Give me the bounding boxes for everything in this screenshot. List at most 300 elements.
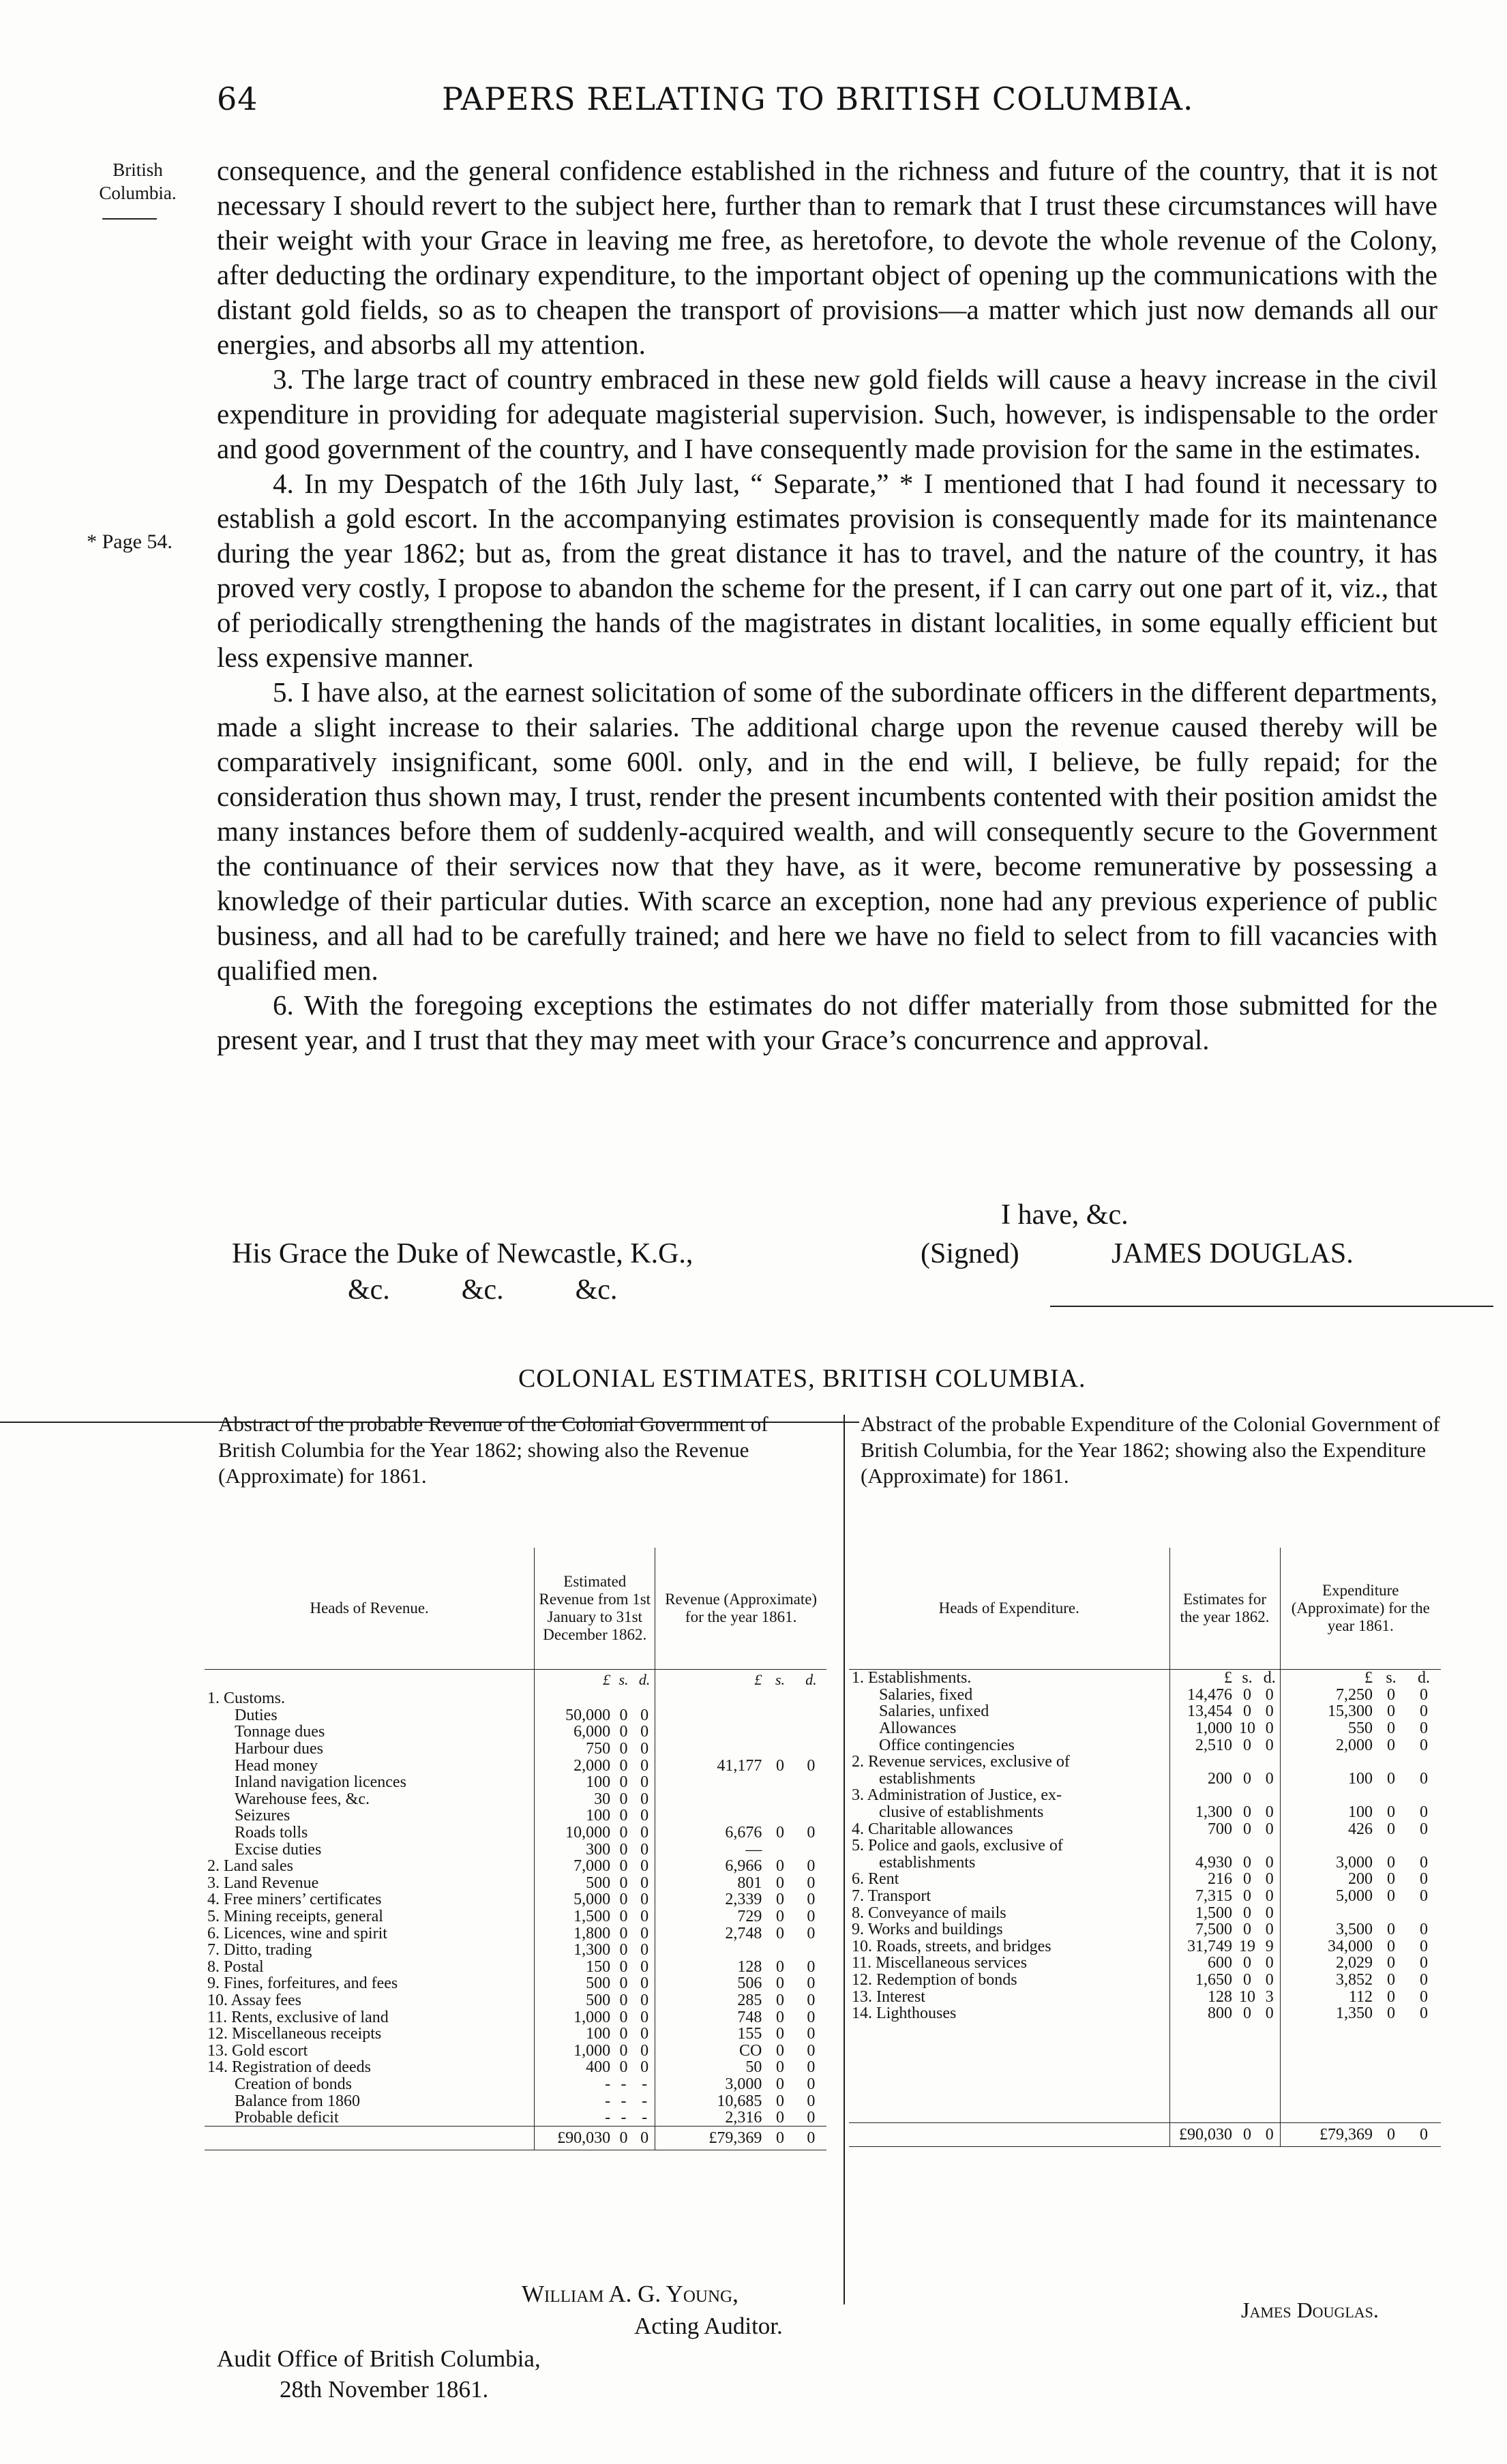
table-row [849, 1703, 1441, 1720]
cell-est-pence: 0 [1265, 1736, 1274, 1754]
cell-est-pounds: 30 [535, 1791, 613, 1808]
cell-prev-pence: 0 [807, 2109, 816, 2127]
cell-est-pence: 3 [1265, 1987, 1274, 2006]
cell-prev-pounds: 100 [1280, 1804, 1375, 1821]
cell-prev-shillings: 0 [776, 2075, 785, 2093]
cell-est-shillings: 0 [619, 1957, 628, 1976]
cell-prev-pounds: 2,339 [655, 1891, 765, 1908]
cell-prev-pounds [655, 1741, 765, 1758]
header-revenue-1861: Revenue (Approximate) for the year 1861. [655, 1548, 826, 1670]
cell-prev-pence: 0 [807, 1756, 816, 1775]
cell-prev-shillings: 0 [1387, 1803, 1395, 1822]
cell-est-pounds [1169, 2089, 1235, 2106]
table-row [849, 1955, 1441, 1972]
cell-prev-shillings: 0 [776, 1874, 785, 1892]
paragraph-4: 4. In my Despatch of the 16th July last, “ Separate,” * I mentioned that I had found it necessary to establish a gold escort. In the accompanying estimates provision is consequently made for its maintenance during the year 1862; but as, from the great distance it has to travel, and the nature of the country, it has proved very costly, I propose to abandon the scheme for the present, if I can carry out one part of it, viz., that of periodically strengthening the hands of the magistrates in distant localities, in some equally efficient but less expensive manner. [217, 468, 1437, 673]
cell-prev-shillings: 0 [1387, 1820, 1395, 1838]
cell-est-pounds: 100 [535, 1807, 613, 1824]
cell-est-shillings: 0 [619, 2058, 628, 2077]
cell-est-shillings: - [621, 2092, 627, 2110]
cell-item: 9. Works and buildings [852, 1921, 1003, 1939]
cell-est-pence: 0 [640, 1824, 649, 1842]
cell-item [849, 2039, 1169, 2056]
cell-est-pounds: 2,510 [1169, 1737, 1235, 1754]
cell-prev-shillings [1375, 1754, 1407, 1771]
section-rule [1050, 1306, 1493, 1307]
table-row [849, 2105, 1441, 2122]
table-row [849, 1871, 1441, 1888]
table-row [205, 1707, 826, 1724]
cell-item: 6. Licences, wine and spirit [207, 1924, 387, 1942]
cell-item: 5. Mining receipts, general [207, 1908, 383, 1926]
table-row [205, 2076, 826, 2093]
cell-prev-pounds: 2,748 [655, 1925, 765, 1942]
table-row [205, 2092, 826, 2109]
cell-est-pounds: 1,000 [1169, 1720, 1235, 1737]
table-row [849, 1771, 1441, 1788]
cell-item: Harbour dues [235, 1740, 323, 1758]
cell-prev-pence: 0 [1420, 1954, 1428, 1972]
cell-est-pence: - [642, 2109, 648, 2127]
cell-item: 3. Land Revenue [207, 1874, 319, 1892]
cell-prev-pence: 0 [1420, 1769, 1428, 1788]
cell-prev-pounds [1280, 2056, 1375, 2073]
cell-est-shillings [613, 1690, 634, 1707]
cell-prev-pounds: 41,177 [655, 1757, 765, 1774]
table-row [849, 1820, 1441, 1837]
cell-prev-pounds: 3,500 [1280, 1921, 1375, 1938]
cell-est-pounds [1169, 1787, 1235, 1804]
cell-est-shillings: 0 [619, 1723, 628, 1741]
cell-est-pounds: 300 [535, 1841, 613, 1858]
table-row [205, 1757, 826, 1774]
cell-prev-pounds: 6,676 [655, 1824, 765, 1842]
cell-item: 6. Rent [852, 1870, 899, 1889]
cell-item: 11. Miscellaneous services [852, 1954, 1028, 1972]
cell-est-pounds: 500 [535, 1875, 613, 1892]
cell-est-shillings [1235, 2105, 1259, 2122]
cell-est-pounds: 5,000 [535, 1891, 613, 1908]
cell-est-pence: 0 [1265, 1921, 1274, 1939]
addressee: His Grace the Duke of Newcastle, K.G., [232, 1238, 693, 1269]
cell-est-shillings: 0 [613, 2127, 634, 2150]
table-row [205, 2026, 826, 2043]
cell-est-pence: 0 [640, 1874, 649, 1892]
cell-prev-pence: 0 [807, 1824, 816, 1842]
cell-prev-pounds [1280, 2022, 1375, 2039]
cell-prev-pence: 0 [1407, 2123, 1441, 2147]
cell-prev-shillings: 0 [1375, 2123, 1407, 2147]
header-estimated-revenue: Estimated Revenue from 1st January to 31st December 1862. [535, 1548, 655, 1670]
cell-est-pence: 0 [1265, 1719, 1274, 1738]
cell-est-pence [1259, 2022, 1280, 2039]
cell-prev-shillings: 0 [776, 1924, 785, 1942]
revenue-abstract: Abstract of the probable Revenue of the Colonial Government of British Columbia for the Year 1862; showing also the Revenue (Approximate) for 1861. [218, 1412, 769, 1488]
cell-est-shillings: 0 [619, 1706, 628, 1724]
cell-prev-shillings: s. [775, 1671, 786, 1688]
cell-prev-pence: 0 [1420, 1853, 1428, 1872]
cell-prev-shillings: 0 [1387, 1887, 1395, 1906]
cell-est-pounds: 150 [535, 1959, 613, 1976]
document-page: 64 PAPERS RELATING TO BRITISH COLUMBIA. British Columbia. * Page 54. consequence, and the general confidence established in the richness and future of the country, that it is not necessary I should revert to the subject here, further than to remark that I trust these circumstances will have their weight with your Grace in leaving me free, as heretofore, to devote the whole revenue of the Colony, after deducting the ordinary expenditure, to the important object of opening up the communications with the distant gold fields, so as to cheapen the transport of provisions—a matter which just now demands all our energies, and absorbs all my attention. 3. The large tract of country embraced in these new gold fields will cause a heavy increase in the civil expenditure in providing for adequate magisterial supervision. Such, however, is indispensable to the order and good government of the country, and I have consequently made provision for the same in the estimates. 4. In my Despatch of the 16th July last, “ Separate,” * I mentioned that I had found it necessary to establish a gold escort. In the accompanying estimates provision is consequently made for its maintenance during the year 1862; but as, from the great distance it has to travel, and the nature of the country, it has proved very costly, I propose to abandon the scheme for the present, if I can carry out one part of it, viz., that of periodically strengthening the hands of the magistrates in distant localities, in some equally efficient but less expensive manner. 5. I have also, at the earnest solicitation of some of the subordinate officers in the different departments, made a slight increase to their salaries. The additional charge upon the revenue caused thereby will be comparatively insignificant, some 600l. only, and in the end will, I believe, be fully repaid; for the consideration thus shown may, I trust, render the present incumbents contented with their position amidst the many instances before them of suddenly-acquired wealth, and will consequently secure to the Government the continuance of their services now that they have, as it were, become remunerative by possessing a knowledge of their particular duties. With scarce an exception, none had any previous experience of public business, and all had to be carefully trained; and here we have no field to select from to fill vacancies with qualified men. 6. With the foregoing exceptions the estimates do not differ materially from those submitted for the present year, and I trust that they may meet with your Grace’s concurrence and approval. I have, &c. His Grace the Duke of Newcastle, K.G., (Signed) JAMES DOUGLAS. &c. &c. &c. COLONIAL ESTIMATES, BRITISH COLUMBIA. Abstract of the probable Revenue of the Colonial Government of British Columbia for the Year 1862; showing also the Revenue (Approximate) for 1861. Abstract of the probable Expenditure of the Colonial Government of British Columbia, for the Year 1862; showing also the Expenditure (Approximate) for 1861. Heads of Revenue. Estimated Revenue from 1st January to 31st December 1862. Revenue (Approximate) for the year 1861. £ s. d. £ s. d. 1. Customs. Duties 50,000 0 0 Tonnage dues 6,000 0 0 Harbour dues 750 0 0 Head money 2,000 0 0 41,177 0 0 Inland navigation licences 100 0 0 Warehouse fees, &c. 30 0 0 Seizures 100 0 0 Roads tolls 10,000 0 0 6,676 0 0 Excise duties 300 0 0 — 2. Land sales 7,000 0 0 6,966 0 0 3. Land Revenue 500 0 0 801 0 0 4. Free miners’ certificates 5,000 0 0 2,339 0 0 5. Mining receipts, general 1,500 0 0 729 0 0 6. Licences, wine and spirit 1,800 0 0 2,748 0 0 7. Ditto, trading 1,300 0 0 8. Postal 150 0 0 128 0 0 9. Fines, forfeitures, and fees 500 0 0 506 0 0 10. Assay fees 500 0 0 285 0 0 11. Rents, exclusive of land 1,000 0 0 748 0 0 12. Miscellaneous receipts 100 0 0 155 0 0 13. Gold escort 1,000 0 0 CO 0 0 14. Registration of deeds 400 0 0 50 0 0 Creation of bonds - - - 3,000 0 0 Balance from 1860 - - - 10,685 0 0 Probable deficit - - - 2,316 0 0 £90,030 0 0 £79,369 0 0 Heads of Expenditure. Estimates for the year 1862. Expenditure (Approximate) for the year 1861. 1. Establishments. £ s. d. £ s. d. Salaries, fixed 14,476 0 0 7,250 0 0 Salaries, unfixed 13,454 0 0 15,300 0 0 Allowances 1,000 10 0 550 0 0 Office contingencies 2,510 0 0 2,000 0 0 2. Revenue services, exclusive of establishments 200 0 0 100 0 0 3. Administration of Justice, ex- clusive of establishments 1,300 0 0 100 0 0 4. Charitable allowances 700 0 0 426 0 0 5. Police and gaols, exclusive of establishments 4,930 0 0 3,000 0 0 6. Rent 216 0 0 200 0 0 7. Transport 7,315 0 0 5,000 0 0 8. Conveyance of mails 1,500 0 0 9. Works and buildings 7,500 0 0 3,500 0 0 10. Roads, streets, and bridges 31,749 19 9 34,000 0 0 11. Miscellaneous services 600 0 0 2,029 0 0 12. Redemption of bonds 1,650 0 0 3,852 0 0 13. Interest 128 10 3 112 0 0 14. Lighthouses 800 0 0 1,350 0 0 £90,030 0 0 £79,369 0 0 William A. G. Young, Acting Auditor. James Douglas. Audit Office of British Columbia, 28th November 1861. [0, 0, 1507, 2464]
cell-prev-pounds [1280, 2105, 1375, 2122]
cell-prev-shillings: 0 [776, 2109, 785, 2127]
cell-item: 13. Interest [852, 1987, 925, 2006]
cell-prev-pounds: 6,966 [655, 1858, 765, 1875]
cell-prev-shillings [1375, 2022, 1407, 2039]
cell-est-shillings: 0 [1243, 1685, 1251, 1704]
cell-est-pounds: 1,300 [1169, 1804, 1235, 1821]
cell-est-pounds: £90,030 [1169, 2123, 1235, 2147]
cell-prev-pounds: £ [1280, 1670, 1375, 1687]
page-title: PAPERS RELATING TO BRITISH COLUMBIA. [442, 80, 1194, 117]
table-row [205, 1841, 826, 1858]
cell-prev-shillings: 0 [1387, 1954, 1395, 1972]
cell-est-pence: 0 [1265, 1820, 1274, 1838]
cell-prev-pence: 0 [807, 1908, 816, 1926]
cell-est-pounds: 50,000 [535, 1707, 613, 1724]
cell-prev-pence: 0 [1420, 1937, 1428, 1955]
cell-prev-shillings: 0 [764, 2127, 795, 2150]
cell-est-shillings: 0 [619, 1857, 628, 1876]
cell-est-shillings: 0 [619, 1908, 628, 1926]
cell-prev-shillings: 0 [1387, 1719, 1395, 1738]
cell-est-pence: 0 [640, 1723, 649, 1741]
cell-item: 9. Fines, forfeitures, and fees [207, 1974, 398, 1993]
table-row [849, 1754, 1441, 1771]
cell-est-shillings: 0 [1243, 1853, 1251, 1872]
cell-prev-pence: 0 [807, 2058, 816, 2077]
revenue-total-row [205, 2127, 826, 2150]
cell-est-shillings [1235, 1837, 1259, 1854]
cell-prev-pence [796, 1942, 826, 1959]
cell-prev-pence: 0 [807, 2092, 816, 2110]
cell-prev-pounds [655, 1774, 765, 1791]
table-row [205, 1858, 826, 1875]
cell-est-pence: 0 [1265, 1685, 1274, 1704]
cell-prev-pounds: 285 [655, 1992, 765, 2009]
table-row [849, 1904, 1441, 1921]
cell-est-pounds: 216 [1169, 1871, 1235, 1888]
letter-body [217, 153, 1437, 1057]
table-row [205, 1875, 826, 1892]
cell-est-pence: 0 [640, 2058, 649, 2077]
cell-est-pounds: - [535, 2092, 613, 2109]
cell-est-shillings: 0 [1243, 1736, 1251, 1754]
table-row [205, 1975, 826, 1992]
cell-prev-pounds: 550 [1280, 1720, 1375, 1737]
table-row [205, 1791, 826, 1808]
cell-prev-pence: 0 [1420, 1887, 1428, 1906]
cell-item: Balance from 1860 [235, 2092, 360, 2110]
revenue-header-row [205, 1548, 826, 1670]
cell-est-shillings: 0 [619, 1974, 628, 1993]
cell-prev-pounds [655, 1690, 765, 1707]
table-row [849, 1804, 1441, 1821]
cell-item: 14. Lighthouses [852, 2004, 957, 2023]
cell-prev-shillings: 0 [1387, 1702, 1395, 1721]
cell-prev-pounds [655, 1724, 765, 1741]
cell-prev-pence: 0 [807, 1991, 816, 2009]
cell-est-pounds: £ [535, 1670, 613, 1691]
table-row [849, 1988, 1441, 2005]
cell-est-pence: 0 [640, 1773, 649, 1792]
cell-est-pence [1259, 2105, 1280, 2122]
cell-prev-pence: 0 [807, 1957, 816, 1976]
table-row [205, 1774, 826, 1791]
cell-est-pence: 0 [640, 1740, 649, 1758]
cell-prev-pounds [1280, 2072, 1375, 2089]
margin-dash [102, 218, 157, 220]
cell-prev-shillings [1375, 2072, 1407, 2089]
table-row [849, 2056, 1441, 2073]
cell-est-pence: 0 [1265, 1954, 1274, 1972]
cell-item: 7. Ditto, trading [207, 1941, 312, 1959]
paragraph-5: 5. I have also, at the earnest solicitation of some of the subordinate officers in the different departments, made a slight increase to their salaries. The additional charge upon the revenue caused thereby will be comparatively insignificant, some 600l. only, and in the end will, I believe, be fully repaid; for the consideration thus shown may, I trust, render the present incumbents contented with their position amidst the many instances before them of suddenly-acquired wealth, and will consequently secure to the Government the continuance of their services now that they have, as it were, become remunerative by possessing a knowledge of their particular duties. With scarce an exception, none had any previous experience of public business, and all had to be carefully trained; and here we have no field to select from to fill vacancies with qualified men. [217, 676, 1437, 986]
cell-est-pence [1259, 2039, 1280, 2056]
header-expenditure-1861: Expenditure (Approximate) for the year 1861. [1280, 1548, 1441, 1670]
cell-prev-shillings: s. [1386, 1669, 1397, 1687]
cell-item [205, 2127, 535, 2150]
cell-item: 8. Postal [207, 1957, 264, 1976]
cell-item: Creation of bonds [235, 2075, 352, 2093]
table-row [849, 1787, 1441, 1804]
cell-prev-pence [1407, 2089, 1441, 2106]
cell-est-pounds: 31,749 [1169, 1938, 1235, 1955]
cell-prev-shillings: 0 [1387, 1870, 1395, 1889]
cell-est-pounds: 7,000 [535, 1858, 613, 1875]
cell-prev-shillings: 0 [776, 1824, 785, 1842]
cell-item: 1. Customs. [207, 1689, 286, 1708]
cell-est-pence: 0 [640, 1957, 649, 1976]
cell-est-pence: - [642, 2092, 648, 2110]
cell-est-shillings [1235, 2089, 1259, 2106]
cell-prev-pence [796, 1741, 826, 1758]
cell-est-shillings: 0 [1243, 1769, 1251, 1788]
cell-est-shillings: s. [1242, 1669, 1253, 1687]
table-row [849, 2089, 1441, 2106]
cell-est-shillings: 0 [1243, 1954, 1251, 1972]
cell-est-shillings: 19 [1239, 1937, 1255, 1955]
cell-prev-shillings [764, 1841, 795, 1858]
header-heads-of-expenditure: Heads of Expenditure. [849, 1548, 1169, 1670]
auditor-name: William A. G. Young, [522, 2281, 738, 2307]
cell-est-pence [1259, 2072, 1280, 2089]
cell-prev-pence [796, 1807, 826, 1824]
cell-est-pence: 0 [640, 1991, 649, 2009]
cell-est-pence: 0 [640, 1941, 649, 1959]
cell-est-shillings: 0 [1235, 2123, 1259, 2147]
cell-prev-shillings [764, 1807, 795, 1824]
table-row [205, 2042, 826, 2059]
cell-est-shillings: 0 [619, 2025, 628, 2043]
cell-est-pounds: 600 [1169, 1955, 1235, 1972]
header-estimates-1862: Estimates for the year 1862. [1169, 1548, 1280, 1670]
cell-item: establishments [879, 1853, 976, 1872]
cell-prev-shillings [764, 1724, 795, 1741]
cell-est-pounds: 14,476 [1169, 1687, 1235, 1704]
cell-est-shillings: 0 [619, 1807, 628, 1825]
expenditure-header-row [849, 1548, 1441, 1670]
revenue-units-row [205, 1670, 826, 1691]
table-row [849, 2039, 1441, 2056]
center-divider [844, 1415, 845, 2304]
cell-prev-pounds: 729 [655, 1908, 765, 1925]
cell-est-pence: 0 [1259, 2123, 1280, 2147]
cell-est-pence: 0 [640, 2025, 649, 2043]
cell-prev-shillings: 0 [776, 2008, 785, 2026]
cell-item: 8. Conveyance of mails [852, 1904, 1006, 1922]
table-row [849, 2072, 1441, 2089]
audit-office: Audit Office of British Columbia, [217, 2345, 541, 2372]
cell-prev-pence [1407, 2039, 1441, 2056]
cell-prev-pounds: 801 [655, 1875, 765, 1892]
auditor-role: Acting Auditor. [634, 2313, 783, 2339]
cell-prev-shillings [764, 1774, 795, 1791]
cell-prev-pounds: 3,852 [1280, 1972, 1375, 1989]
cell-prev-pence: 0 [807, 1974, 816, 1993]
cell-est-shillings: 10 [1239, 1987, 1255, 2006]
cell-prev-pounds: £79,369 [655, 2127, 765, 2150]
cell-est-shillings: 0 [1243, 1970, 1251, 1989]
cell-est-pounds: - [535, 2109, 613, 2127]
cell-prev-pounds: 155 [655, 2026, 765, 2043]
cell-prev-shillings: 0 [1387, 1987, 1395, 2006]
cell-item: 10. Assay fees [207, 1991, 301, 2009]
cell-prev-pounds: 426 [1280, 1820, 1375, 1837]
cell-prev-pounds: 3,000 [655, 2076, 765, 2093]
cell-est-pounds: 1,500 [1169, 1904, 1235, 1921]
cell-prev-shillings [1375, 1837, 1407, 1854]
cell-est-pence: 0 [640, 1924, 649, 1942]
cell-est-pence: 0 [1265, 1769, 1274, 1788]
cell-est-shillings: 0 [619, 1874, 628, 1892]
cell-est-shillings: 0 [1243, 1702, 1251, 1721]
cell-est-pounds: 800 [1169, 2005, 1235, 2022]
paragraph-3: 3. The large tract of country embraced in these new gold fields will cause a heavy increase in the civil expenditure in providing for adequate magisterial supervision. Such, however, is indispensable to the order and good government of the country, and I have consequently made provision for the same in the estimates. [217, 363, 1437, 464]
cell-est-pence: 0 [640, 1891, 649, 1909]
cell-est-shillings: 0 [619, 1941, 628, 1959]
cell-prev-pence: 0 [807, 1874, 816, 1892]
table-row [849, 2005, 1441, 2022]
cell-est-pence: 0 [640, 1756, 649, 1775]
cell-prev-pence [1407, 1904, 1441, 1921]
table-row [205, 2109, 826, 2127]
cell-prev-pence [1407, 2022, 1441, 2039]
cell-item: Inland navigation licences [235, 1773, 406, 1792]
cell-prev-shillings: 0 [1387, 2004, 1395, 2023]
cell-est-shillings: 10 [1239, 1719, 1255, 1738]
cell-prev-shillings: 0 [1387, 1736, 1395, 1754]
cell-item [849, 2056, 1169, 2073]
cell-est-pounds [1169, 1837, 1235, 1854]
cell-prev-shillings [1375, 2105, 1407, 2122]
table-row [849, 1854, 1441, 1872]
cell-prev-shillings [1375, 1787, 1407, 1804]
cell-est-pounds: 1,650 [1169, 1972, 1235, 1989]
cell-prev-pounds [1280, 1904, 1375, 1921]
cell-est-pence: 0 [640, 1974, 649, 1993]
table-row [849, 1720, 1441, 1737]
cell-item: 13. Gold escort [207, 2041, 308, 2060]
cell-prev-shillings: 0 [776, 1957, 785, 1976]
cell-prev-pence: 0 [1420, 1685, 1428, 1704]
audit-date: 28th November 1861. [280, 2376, 489, 2403]
cell-item: 7. Transport [852, 1887, 931, 1906]
cell-est-shillings: - [621, 2075, 627, 2093]
cell-item: Salaries, unfixed [879, 1702, 989, 1721]
paragraph-6: 6. With the foregoing exceptions the estimates do not differ materially from those submitted for the present year, and I trust that they may meet with your Grace’s concurrence and approval. [217, 989, 1437, 1055]
cell-prev-pounds: 7,250 [1280, 1687, 1375, 1704]
cell-est-shillings: 0 [619, 1773, 628, 1792]
cell-item: 12. Redemption of bonds [852, 1970, 1017, 1989]
cell-prev-shillings [764, 1707, 795, 1724]
expenditure-total-row [849, 2123, 1441, 2147]
cell-est-shillings: 0 [1243, 2004, 1251, 2023]
cell-est-pence: 0 [1265, 2004, 1274, 2023]
cell-prev-shillings [764, 1690, 795, 1707]
cell-est-shillings: 0 [619, 1756, 628, 1775]
cell-est-shillings: 0 [619, 2008, 628, 2026]
cell-est-shillings: 0 [619, 1991, 628, 2009]
cell-prev-pence: 0 [1420, 1803, 1428, 1822]
cell-est-shillings [1235, 2072, 1259, 2089]
cell-est-pounds: £90,030 [535, 2127, 613, 2150]
cell-item: clusive of establishments [879, 1803, 1044, 1822]
cell-item: Duties [235, 1706, 278, 1724]
table-row [205, 1925, 826, 1942]
cell-est-shillings: 0 [619, 1790, 628, 1808]
cell-est-pence: 0 [640, 1706, 649, 1724]
signatory-name: JAMES DOUGLAS. [1111, 1238, 1354, 1269]
table-row [205, 2009, 826, 2026]
cell-prev-pounds: 3,000 [1280, 1854, 1375, 1872]
cell-prev-pence: 0 [807, 2008, 816, 2026]
cell-prev-pence [796, 1791, 826, 1808]
cell-prev-pence [796, 1690, 826, 1707]
cell-est-pence: 0 [1265, 1904, 1274, 1922]
expenditure-abstract: Abstract of the probable Expenditure of the Colonial Government of British Columbia, for the Year 1862; showing also the Expenditure (Approximate) for 1861. [861, 1412, 1440, 1488]
cell-est-pounds: 2,000 [535, 1757, 613, 1774]
cell-est-pounds [1169, 2039, 1235, 2056]
cell-item [849, 2072, 1169, 2089]
cell-prev-pounds: 2,029 [1280, 1955, 1375, 1972]
cell-prev-pounds: — [655, 1841, 765, 1858]
cell-est-pence [1259, 2089, 1280, 2106]
cell-prev-shillings: 0 [1387, 1921, 1395, 1939]
cell-est-shillings [1235, 2039, 1259, 2056]
cell-est-pounds: 1,800 [535, 1925, 613, 1942]
cell-est-shillings: 0 [1243, 1820, 1251, 1838]
cell-prev-shillings [1375, 2056, 1407, 2073]
cell-item: 2. Land sales [207, 1857, 293, 1876]
cell-est-pence: 0 [640, 1790, 649, 1808]
closing-etc: &c. &c. &c. [348, 1274, 618, 1306]
cell-prev-pence: 0 [1420, 1820, 1428, 1838]
cell-est-shillings: 0 [619, 1924, 628, 1942]
cell-est-shillings: 0 [1243, 1887, 1251, 1906]
cell-est-pounds: 4,930 [1169, 1854, 1235, 1872]
cell-prev-pence: d. [1418, 1669, 1430, 1687]
cell-prev-shillings: 0 [1387, 1685, 1395, 1704]
cell-est-pence: 0 [640, 2041, 649, 2060]
cell-prev-pounds: 506 [655, 1975, 765, 1992]
cell-prev-shillings: 0 [1387, 1769, 1395, 1788]
cell-prev-pence: 0 [796, 2127, 826, 2150]
cell-est-pounds: 100 [535, 1774, 613, 1791]
cell-prev-shillings: 0 [776, 2025, 785, 2043]
cell-item: Salaries, fixed [879, 1685, 973, 1704]
